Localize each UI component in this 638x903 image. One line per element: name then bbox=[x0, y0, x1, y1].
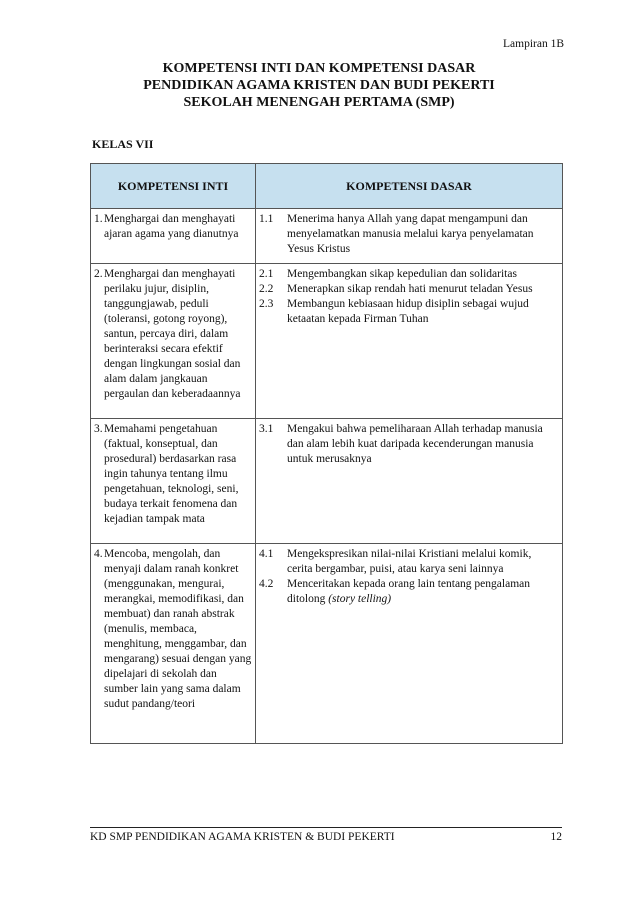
ki-number: 3. bbox=[94, 423, 103, 435]
kd-text: Mengembangkan sikap kepedulian dan solidaritas bbox=[287, 268, 517, 280]
kd-item bbox=[259, 547, 559, 577]
kd-item bbox=[259, 297, 559, 327]
kd-text: Membangun kebiasaan hidup disiplin sebagai wujud ketaatan kepada Firman Tuhan bbox=[287, 298, 529, 325]
document-title bbox=[0, 60, 638, 111]
kd-cell bbox=[256, 209, 563, 264]
kd-number: 2.1 bbox=[259, 268, 274, 280]
ki-number: 4. bbox=[94, 548, 103, 560]
kd-item bbox=[259, 422, 559, 467]
kd-item bbox=[259, 212, 559, 257]
table-row bbox=[91, 264, 563, 419]
table-row bbox=[91, 544, 563, 744]
kd-text-italic: (story telling) bbox=[328, 593, 392, 605]
competency-table bbox=[90, 163, 563, 744]
table-header-row bbox=[91, 164, 563, 209]
ki-cell bbox=[91, 264, 256, 419]
kd-text: Mengekspresikan nilai-nilai Kristiani melalui komik, cerita bergambar, puisi, atau karya seni lainnya bbox=[287, 548, 532, 575]
title-line-2: PENDIDIKAN AGAMA KRISTEN DAN BUDI PEKERTI bbox=[143, 78, 495, 93]
header-kompetensi-dasar: KOMPETENSI DASAR bbox=[256, 164, 563, 209]
kd-text-main: Menceritakan kepada orang lain tentang pengalaman ditolong bbox=[287, 578, 530, 605]
ki-text: Menghargai dan menghayati perilaku jujur, disiplin, tanggungjawab, peduli (toleransi, gotong royong), santun, percaya diri, dalam berinteraksi secara efektif dengan lingkungan sosial dan alam dalam jangkauan pergaulan dan keberadaannya bbox=[104, 268, 241, 400]
attachment-label: Lampiran 1B bbox=[503, 38, 564, 50]
page-number: 12 bbox=[550, 831, 562, 843]
kd-number: 4.2 bbox=[259, 578, 274, 590]
kd-cell bbox=[256, 419, 563, 544]
kd-item bbox=[259, 577, 559, 607]
ki-cell bbox=[91, 419, 256, 544]
kd-item bbox=[259, 267, 559, 282]
ki-text: Menghargai dan menghayati ajaran agama yang dianutnya bbox=[104, 213, 239, 240]
footer-divider bbox=[90, 827, 562, 828]
kd-number: 2.3 bbox=[259, 298, 274, 310]
kd-number: 4.1 bbox=[259, 548, 274, 560]
title-line-1: KOMPETENSI INTI DAN KOMPETENSI DASAR bbox=[162, 61, 476, 76]
footer-title: KD SMP PENDIDIKAN AGAMA KRISTEN & BUDI PEKERTI bbox=[90, 831, 395, 843]
ki-cell bbox=[91, 209, 256, 264]
table-row bbox=[91, 209, 563, 264]
class-heading: KELAS VII bbox=[92, 137, 154, 151]
kd-cell bbox=[256, 544, 563, 744]
ki-text: Memahami pengetahuan (faktual, konseptual, dan prosedural) berdasarkan rasa ingin tahunya tentang ilmu pengetahuan, teknologi, seni, budaya terkait fenomena dan kejadian tampak mata bbox=[104, 423, 239, 525]
kd-item bbox=[259, 282, 559, 297]
table-row bbox=[91, 419, 563, 544]
kd-text: Menerapkan sikap rendah hati menurut teladan Yesus bbox=[287, 283, 533, 295]
kd-text: Menerima hanya Allah yang dapat mengampuni dan menyelamatkan manusia melalui karya penyelamatan Yesus Kristus bbox=[287, 213, 534, 255]
ki-number: 2. bbox=[94, 268, 103, 280]
ki-cell bbox=[91, 544, 256, 744]
kd-text bbox=[287, 577, 559, 607]
kd-cell bbox=[256, 264, 563, 419]
kd-number: 2.2 bbox=[259, 283, 274, 295]
header-kompetensi-inti: KOMPETENSI INTI bbox=[91, 164, 256, 209]
kd-text: Mengakui bahwa pemeliharaan Allah terhadap manusia dan alam lebih kuat daripada kecenderungan manusia untuk merusaknya bbox=[287, 423, 543, 465]
ki-text: Mencoba, mengolah, dan menyaji dalam ranah konkret (menggunakan, mengurai, merangkai, memodifikasi, dan membuat) dan ranah abstrak (menulis, membaca, menghitung, menggambar, dan mengarang) sesuai dengan yang dipelajari di sekolah dan sumber lain yang sama dalam sudut pandang/teori bbox=[104, 548, 252, 710]
ki-number: 1. bbox=[94, 213, 103, 225]
kd-number: 3.1 bbox=[259, 423, 274, 435]
kd-number: 1.1 bbox=[259, 213, 274, 225]
title-line-3: SEKOLAH MENENGAH PERTAMA (SMP) bbox=[183, 95, 455, 110]
